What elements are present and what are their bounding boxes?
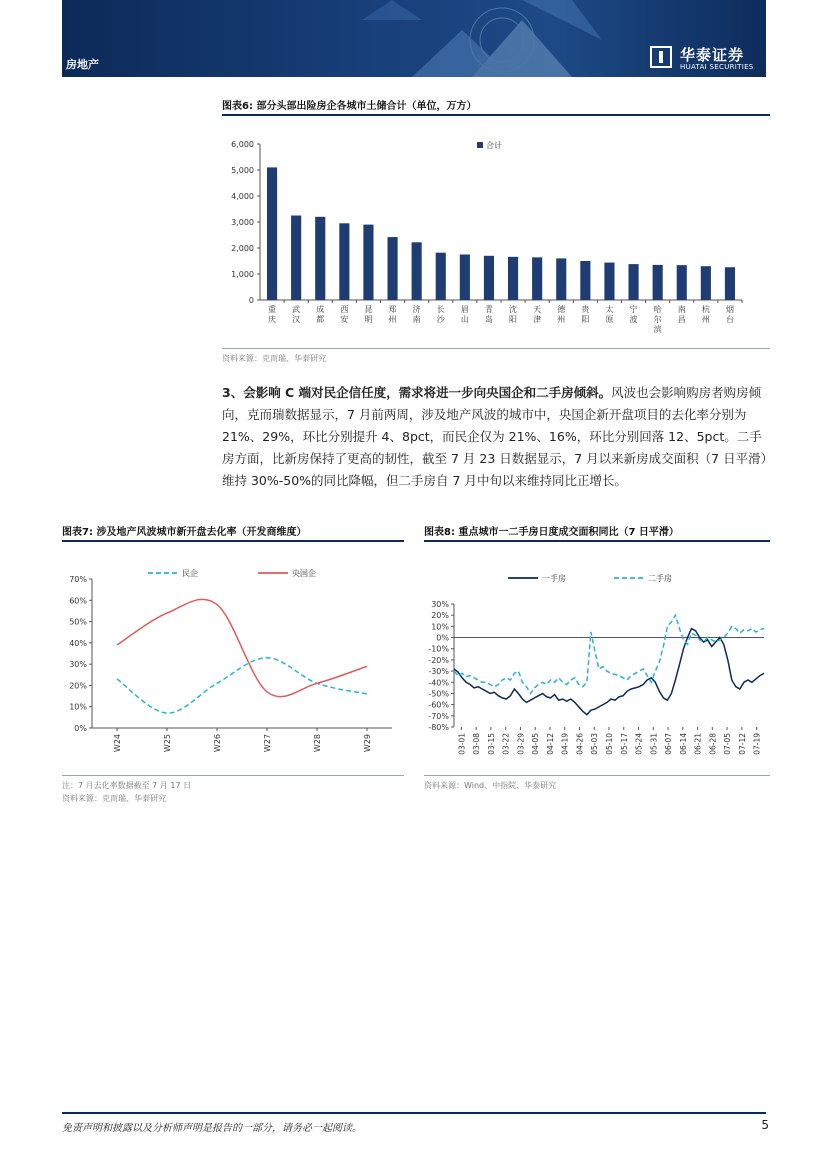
logo-chinese: 华泰证券: [680, 46, 745, 64]
fig6-top-rule: [222, 114, 770, 116]
fig6-x-tick-label: 济南: [412, 305, 421, 324]
fig8-x-tick-label: 03-15: [486, 733, 496, 755]
fig8-y-tick-label: -50%: [428, 689, 449, 699]
fig6-bar: [315, 217, 325, 300]
fig7-note: 注：7 月去化率数据截至 7 月 17 日: [62, 781, 192, 790]
fig8-x-tick-label: 04-26: [575, 733, 585, 755]
fig6-x-tick-label: 青岛: [484, 305, 493, 324]
fig6-x-tick-label: 成都: [316, 305, 325, 324]
fig6-x-tick-label: 宁波: [629, 305, 638, 324]
fig8-top-rule: [424, 540, 770, 542]
fig8-x-tick-label: 06-07: [664, 733, 674, 755]
fig6-chart: [222, 130, 770, 348]
fig6-xlabels: [268, 304, 734, 334]
fig7-y-tick-label: 40%: [69, 638, 87, 648]
fig7-y-tick-label: 30%: [69, 660, 87, 670]
fig8-y-tick-label: -40%: [428, 678, 449, 688]
fig8-x-tick-label: 03-01: [457, 733, 467, 755]
page-number: 5: [761, 1118, 769, 1132]
fig8-axes: [428, 600, 764, 755]
fig8-y-tick-label: 30%: [431, 600, 449, 609]
fig8-legend-label: 一手房: [542, 574, 566, 583]
fig6-source: 资料来源：克而瑞、华泰研究: [222, 354, 326, 363]
fig7-x-tick-label: W24: [113, 734, 122, 753]
fig6-bar: [701, 266, 711, 300]
fig6-bar: [339, 223, 349, 300]
fig8-chart: [424, 558, 770, 772]
fig8-x-tick-label: 07-12: [737, 733, 747, 755]
fig7-x-tick-label: W27: [263, 734, 272, 753]
footer-rule: [62, 1112, 766, 1114]
fig7-top-rule: [62, 540, 404, 542]
fig6-bar: [580, 261, 590, 300]
fig7-x-tick-label: W28: [313, 734, 322, 753]
fig7-y-tick-label: 70%: [69, 575, 87, 584]
fig6-y-tick-label: 5,000: [231, 166, 254, 175]
fig8-x-tick-label: 03-08: [472, 733, 482, 755]
fig8-legend: [508, 573, 672, 583]
fig6-bar: [653, 265, 663, 300]
fig6-y-tick-label: 1,000: [231, 270, 254, 279]
fig8-series-2-line: [454, 615, 764, 693]
fig6-x-tick-label: 太原: [605, 305, 614, 324]
fig6-x-tick-label: 南昌: [677, 305, 686, 324]
fig8-y-tick-label: -70%: [428, 711, 449, 721]
fig7-y-tick-label: 10%: [69, 702, 87, 712]
fig6-legend: [477, 140, 502, 150]
fig6-x-tick-label: 眉山: [460, 305, 469, 324]
fig8-y-tick-label: 0%: [436, 633, 449, 643]
fig8-legend-label: 二手房: [648, 574, 672, 583]
page-header: [62, 0, 766, 77]
fig6-x-tick-label: 德州: [557, 305, 566, 324]
fig7-series-1-line: [117, 658, 367, 713]
fig6-x-tick-label: 西安: [340, 305, 349, 324]
fig6-bar: [387, 237, 397, 300]
fig8-y-tick-label: -80%: [428, 723, 449, 732]
fig8-lines: [454, 615, 764, 715]
fig6-x-tick-label: 哈尔滨: [653, 305, 662, 334]
fig6-bar: [363, 225, 373, 300]
fig8-x-tick-label: 05-24: [634, 733, 644, 755]
fig7-title: 图表7: 涉及地产风波城市新开盘去化率（开发商维度）: [62, 527, 307, 538]
fig7-bottom-rule: [62, 775, 404, 776]
fig7-legend: [148, 568, 316, 578]
fig8-x-tick-label: 06-28: [708, 733, 718, 755]
fig6-y-tick-label: 2,000: [231, 244, 254, 253]
fig6-x-tick-label: 重庆: [268, 305, 277, 324]
fig8-x-tick-label: 05-17: [619, 733, 629, 755]
fig8-x-tick-label: 03-29: [516, 733, 526, 755]
fig6-y-tick-label: 4,000: [231, 192, 254, 201]
fig8-x-tick-label: 04-19: [560, 733, 570, 755]
fig6-bar: [532, 257, 542, 300]
fig6-x-tick-label: 郑州: [388, 305, 397, 324]
fig8-x-tick-label: 07-19: [752, 733, 762, 755]
logo-mark-icon: [650, 46, 672, 68]
fig6-bar: [267, 167, 277, 300]
fig6-bottom-rule: [222, 348, 770, 349]
fig6-x-tick-label: 昆明: [364, 305, 373, 324]
fig8-source: 资料来源：Wind、中指院、华泰研究: [424, 781, 557, 790]
fig6-x-tick-label: 烟台: [725, 305, 734, 324]
fig6-bars: [267, 167, 735, 300]
company-logo: [650, 44, 758, 74]
fig7-y-tick-label: 50%: [69, 617, 87, 627]
fig6-legend-label: 合计: [486, 141, 502, 150]
fig8-y-tick-label: -10%: [428, 644, 449, 654]
fig6-bar: [460, 255, 470, 301]
fig7-source: 资料来源：克而瑞、华泰研究: [62, 794, 166, 803]
fig8-bottom-rule: [424, 775, 770, 776]
header-decoration: [352, 0, 652, 77]
paragraph-body: 风波也会影响购房者购房倾向，克而瑞数据显示，7 月前两周，涉及地产风波的城市中，央国企新开盘项目的去化率分别为 21%、29%，环比分别提升 4、8pct，而民企仅为 21%、16%，环比分别回落 12、5pct。二手房方面，比新房保持了更高的韧性，截至 7 月 23 日数据显示，7 月以来新房成交面积（7 日平滑）维持 30%-50%的同比降幅，但二手房自 7 月中旬以来维持同比正增长。: [222, 385, 767, 488]
fig7-x-tick-label: W25: [163, 734, 172, 753]
fig6-x-tick-label: 杭州: [701, 305, 710, 324]
fig7-chart: [62, 558, 404, 772]
fig8-x-tick-label: 05-10: [605, 733, 614, 755]
fig6-bar: [677, 265, 687, 300]
fig6-y-tick-label: 0: [248, 296, 254, 305]
sector-label: 房地产: [66, 58, 99, 71]
fig7-y-tick-label: 60%: [69, 596, 87, 606]
footer-disclaimer: 免责声明和披露以及分析师声明是报告的一部分，请务必一起阅读。: [62, 1123, 362, 1134]
paragraph-lead: 3、会影响 C 端对民企信任度，需求将进一步向央国企和二手房倾斜。: [222, 385, 612, 400]
fig8-x-tick-label: 05-31: [649, 733, 659, 755]
fig7-series-2-line: [117, 599, 367, 696]
fig7-legend-label: 央国企: [292, 569, 316, 578]
fig8-x-tick-label: 07-05: [723, 733, 733, 755]
fig6-bar: [484, 256, 494, 300]
fig6-legend-swatch: [477, 142, 483, 148]
fig6-bar: [508, 257, 518, 300]
fig7-axes: [69, 575, 392, 752]
fig6-bar: [412, 242, 422, 300]
body-paragraph: [222, 382, 770, 492]
fig8-x-tick-label: 04-12: [545, 733, 555, 755]
fig8-y-tick-label: 10%: [431, 622, 449, 632]
fig8-x-tick-label: 05-03: [590, 733, 600, 755]
fig6-bar: [725, 267, 735, 300]
fig6-bar: [291, 216, 301, 301]
fig8-x-tick-label: 03-22: [501, 733, 511, 755]
fig8-y-tick-label: -30%: [428, 667, 449, 677]
fig6-bar: [436, 253, 446, 300]
fig6-x-tick-label: 武汉: [292, 305, 301, 324]
fig6-bar: [604, 263, 614, 300]
fig6-x-tick-label: 长沙: [436, 305, 445, 324]
fig6-bar: [556, 258, 566, 300]
fig8-y-tick-label: -20%: [428, 655, 449, 665]
fig8-y-tick-label: 20%: [431, 611, 449, 621]
fig7-x-tick-label: W26: [213, 734, 222, 753]
fig7-y-tick-label: 20%: [69, 681, 87, 691]
fig6-y-tick-label: 6,000: [231, 140, 254, 149]
logo-english: HUATAI SECURITIES: [680, 63, 754, 71]
fig6-x-tick-label: 沈阳: [509, 305, 518, 324]
fig7-legend-label: 民企: [182, 569, 198, 578]
fig7-x-tick-label: W29: [363, 734, 372, 753]
fig8-title: 图表8: 重点城市一二手房日度成交面积同比（7 日平滑）: [424, 527, 679, 538]
fig6-x-tick-label: 贵阳: [581, 305, 590, 324]
fig6-x-tick-label: 天津: [533, 305, 542, 324]
fig6-y-tick-label: 3,000: [231, 218, 254, 227]
fig8-x-tick-label: 04-05: [531, 733, 541, 755]
fig7-y-tick-label: 0%: [74, 724, 87, 733]
fig8-x-tick-label: 06-21: [693, 733, 703, 755]
fig8-x-tick-label: 06-14: [678, 733, 688, 755]
fig7-lines: [117, 599, 367, 713]
fig6-bar: [628, 264, 638, 300]
fig8-y-tick-label: -60%: [428, 700, 449, 710]
fig6-title: 图表6: 部分头部出险房企各城市土储合计（单位，万方）: [222, 101, 477, 112]
